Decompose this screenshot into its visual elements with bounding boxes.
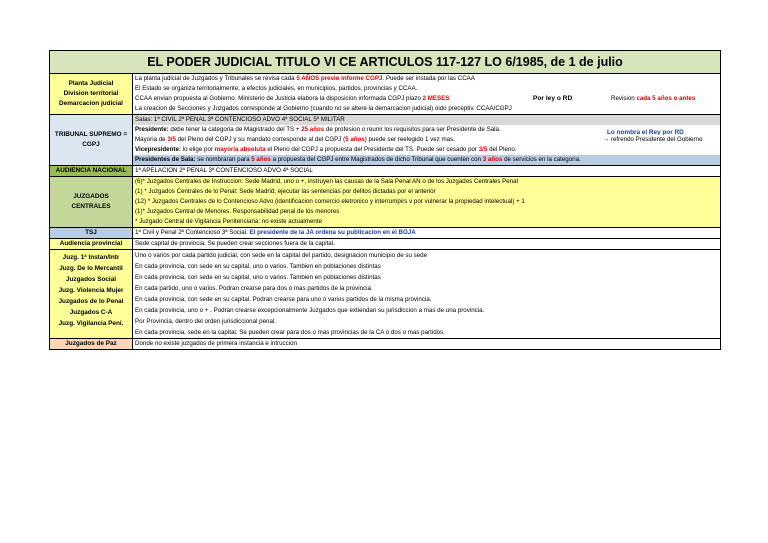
juz-line: En cada provincia, con sede en su capital, uno o varios. Tambien en poblaciones distintas (135, 263, 381, 270)
juz-line: En cada provincia, con sede en su capital. Podran crearse para uno o varios partidos de la misma provincia. (135, 296, 432, 303)
ts-salas: Salas: 1ª CIVIL 2ª PENAL 3ª CONTENCIOSO ADVO 4ª SOCIAL 5ª MILITAR (133, 115, 720, 125)
revision-note: Revision cada 5 años o antes (611, 95, 696, 102)
label-juzgados-paz: Juzgados de Paz (50, 339, 133, 349)
jc-line: (1) * Juzgados Centrales de lo Penal: Sede Madrid, ejecutar las sentencias por delitos dictadas por el anterior (135, 188, 436, 195)
label-tribunal-supremo: TRIBUNAL SUPREMO = CGPJ (50, 115, 133, 165)
row-tribunal-supremo (50, 115, 720, 166)
label-planta (50, 74, 133, 114)
content-planta (133, 74, 720, 114)
juz-line: En cada partido, uno o varios. Podran crearse para dos o mas partidos de la provincia. (135, 285, 373, 292)
por-ley-rd: Por ley o RD (533, 95, 573, 102)
judicial-table (49, 50, 721, 350)
planta-line-1: La planta judicial de Juzgados y Tribunales se revisa cada 5 AÑOS previo informe CGPJ. Puede ser instada por las CCAA (135, 75, 475, 82)
juz-line: En cada provincia, uno o + . Podran crearse excepcionalmente Juzgados que extiendan su jurisdiccion a mas de una provincia. (135, 307, 485, 314)
label-demarcacion-judicial: Demarcacion judicial (59, 100, 123, 107)
jc-line: * Juzgado Central de Vigilancia Penitenciaria: no existe actualmente (135, 218, 322, 225)
paz-text: Donde no existe juzgados de primera instancia e intruccion (135, 340, 297, 347)
row-audiencia-provincial (50, 239, 720, 250)
content-audiencia-provincial (133, 239, 720, 249)
content-audiencia-nacional (133, 166, 720, 176)
content-juzgados-centrales (133, 177, 720, 227)
tsj-text: 1ª Civil y Penal 2ª Contencioso 3ª Social. El presidente de la JA ordena su publicacion en el BOJA (135, 229, 416, 236)
label-juzg-violencia: Juzg. Violencia Mujer (58, 287, 124, 294)
row-tsj (50, 228, 720, 239)
ts-vicepresidente: Vicepresidente: lo elige por mayoria absoluta el Pleno del CGPJ a propuesta del Presidente del TS. Puede ser cesado por 3/5 del Pleno. (135, 146, 517, 153)
label-juzg-vigilancia: Juzg. Vigilancia Peni. (58, 320, 124, 327)
planta-line-2: El Estado se organiza territorialmente, a efectos judiciales, en municipios, partidos, provincias y CCAA. (135, 85, 418, 92)
label-tsj: TSJ (50, 228, 133, 238)
jc-line: (1)* Juzgados Central de Menores. Responsabilidad penal de los menores (135, 208, 340, 215)
juz-line: Uno o varios por cada partido judicial, con sede en la capital del partido, designacion municipio de su sede (135, 252, 428, 259)
label-juzgados (50, 250, 133, 338)
label-juzg-social: Juzgados Social (65, 276, 117, 283)
label-planta-judicial: Planta Judicial (68, 80, 114, 87)
content-juzgados (133, 250, 720, 338)
ts-presidente: Presidente: debe tener la categoria de Magistrado del TS + 25 años de profesion o reunir los requisitos para ser Presidente de Sala. Lo nombra el Rey por RD (133, 125, 720, 135)
nombra-rey: Lo nombra el Rey por RD (607, 129, 684, 135)
label-juzg-instancia: Juzg. 1ª Instan/Intr (62, 254, 120, 261)
juz-line: En cada provincia, con sede en su capital, uno o varios. Tambien en poblaciones distintas (135, 274, 381, 281)
content-tribunal-supremo (133, 115, 720, 165)
ap-text: Sede capital de provincia. Se pueden crear secciones fuera de la capital. (135, 240, 335, 247)
label-juzgados-centrales: JUZGADOS CENTRALES (50, 177, 133, 227)
juz-line: En cada provincia, sede en la capital. Se pueden crear para dos o mas provincias de la CA o dos o mas partidos. (135, 329, 445, 336)
an-salas: 1ª APELACION 2ª PENAL 3ª CONTENCIOSO ADVO 4ª SOCIAL (135, 167, 313, 174)
row-audiencia-nacional (50, 166, 720, 177)
sheet-title: EL PODER JUDICIAL TITULO VI CE ARTICULOS 117-127 LO 6/1985, de 1 de julio (50, 51, 720, 74)
content-juzgados-paz (133, 339, 720, 349)
planta-line-4: La creacion de Secciones y Juzgados corresponde al Gobierno (cuando no se altere la demarcacion judicial) oido preceptiv. CCAA/CGPJ (135, 105, 512, 112)
ts-mayoria: Mayoria de 3/5 del Pleno del CGPJ y su mandato corresponde al del CGPJ (5 años) puede ser reelegido 1 vez mas. → refrendo Presidente del Gobierno (135, 136, 703, 143)
row-planta-judicial (50, 74, 720, 115)
row-juzgados (50, 250, 720, 339)
row-juzgados-paz (50, 339, 720, 349)
label-juzg-ca: Juzgados C-A (69, 309, 113, 316)
label-division-territorial: Division territorial (63, 90, 119, 97)
juz-line: Por Provincia, dentro del orden jurisdiccional penal. (135, 318, 277, 325)
row-juzgados-centrales (50, 177, 720, 228)
label-juzg-penal: Juzgados de lo Penal (58, 298, 124, 305)
content-tsj (133, 228, 720, 238)
jc-line: (6)* Juzgados Centrales de Instruccion: Sede Madrid, uno o +, instruyen las causas de la Sala Penal AN o de los Juzgados Centrales Penal (135, 178, 518, 185)
label-audiencia-provincial: Audiencia provincial (50, 239, 133, 249)
label-audiencia-nacional: AUDIENCIA NACIONAL (50, 166, 133, 176)
label-juzg-mercantil: Juzg. De lo Mercantil (59, 265, 123, 272)
jc-line: (12) * Juzgados Centrales de lo Contencioso Advo (identificacion comercio eletronico y interrumpirs v por vulnerar la propiedad intelectual) + 1 (135, 198, 525, 205)
ts-presidentes-sala: Presidentes de Sala: se nombraran para 5 años a propuesta del CGPJ entre Magistrados de dicho Tribunal que cuenten con 3 años de servicios en la categoria. (133, 155, 720, 165)
refrendo-presidente: → refrendo Presidente del Gobierno (603, 136, 703, 143)
planta-line-3: CCAA envian propuesta al Gobierno. Ministerio de Justicia elabora la disposicion informada CGPJ plazo 2 MESES Por ley o RD Revision cada 5 años o antes (135, 95, 696, 102)
